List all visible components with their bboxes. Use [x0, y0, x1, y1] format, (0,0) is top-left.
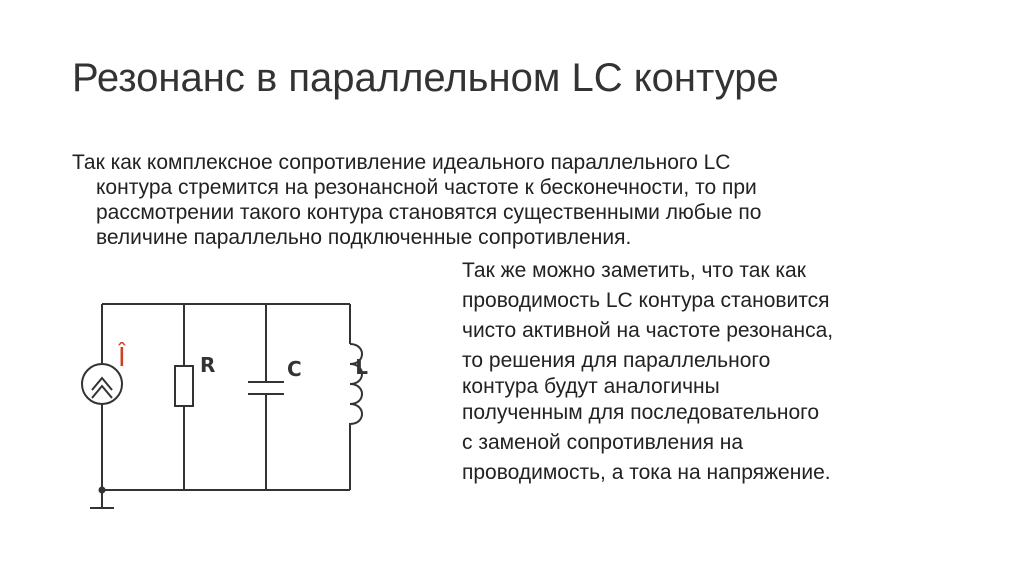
- circuit-diagram: [74, 294, 374, 524]
- side-paragraph-line: Так же можно заметить, что так как: [462, 259, 806, 282]
- side-paragraph-line: с заменой сопротивления на: [462, 431, 744, 454]
- side-paragraph-line: то решения для параллельного: [462, 349, 771, 372]
- current-source-arrow: [92, 378, 112, 398]
- resistor-label: R: [200, 353, 216, 377]
- slide-title: Резонанс в параллельном LC контуре: [72, 56, 779, 100]
- side-paragraph-line: проводимость, а тока на напряжение.: [462, 461, 831, 484]
- side-paragraph-line: чисто активной на частоте резонанса,: [462, 319, 834, 342]
- ground-node: [99, 487, 106, 494]
- source-label: Î: [118, 343, 126, 373]
- side-paragraph-line: проводимость LC контура становится: [462, 289, 830, 312]
- side-paragraph: [462, 256, 982, 488]
- main-paragraph-line: рассмотрении такого контура становятся существенными любые по: [96, 201, 762, 224]
- resistor-symbol: [175, 366, 193, 406]
- current-source-circle: [82, 364, 122, 404]
- side-paragraph-line: контура будут аналогичны: [462, 375, 720, 398]
- main-paragraph: [72, 150, 952, 250]
- inductor-label: L: [355, 355, 368, 379]
- main-paragraph-line: величине параллельно подключенные сопротивления.: [96, 226, 632, 249]
- main-paragraph-line: контура стремится на резонансной частоте к бесконечности, то при: [96, 176, 757, 199]
- side-paragraph-line: полученным для последовательного: [462, 401, 820, 424]
- main-paragraph-line: Так как комплексное сопротивление идеального параллельного LC: [72, 151, 731, 174]
- capacitor-label: C: [287, 357, 302, 381]
